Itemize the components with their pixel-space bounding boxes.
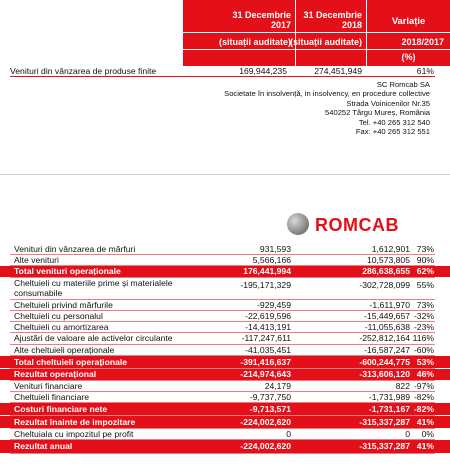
row-value-2017: -14,413,191 bbox=[245, 322, 291, 332]
header-divider-2 bbox=[183, 49, 450, 50]
row-variation: 46% bbox=[416, 369, 434, 379]
row-variation: -23% bbox=[413, 322, 434, 332]
row-variation: 116% bbox=[412, 333, 434, 343]
company-address bbox=[190, 80, 430, 137]
company-street: Strada Voinicenilor Nr.35 bbox=[346, 98, 430, 108]
row-value-2018: -1,731,989 bbox=[368, 392, 410, 402]
row-value-2017: 5,566,166 bbox=[252, 255, 291, 265]
row-value-2018: 10,573,805 bbox=[366, 255, 410, 265]
table-row bbox=[0, 244, 450, 254]
row-value-2018: -315,337,287 bbox=[359, 417, 410, 427]
header-col-2017 bbox=[183, 0, 295, 66]
row-value-2018: -600,244,775 bbox=[359, 357, 410, 367]
row-label: Cheltuiala cu impozitul pe profit bbox=[14, 429, 134, 439]
logo-text: ROMCAB bbox=[315, 215, 399, 235]
row-value-2017: -195,171,329 bbox=[240, 280, 291, 290]
company-fax: Fax: +40 265 312 551 bbox=[355, 127, 430, 137]
table-row bbox=[0, 300, 450, 310]
row-separator bbox=[10, 453, 435, 454]
table-row bbox=[0, 403, 450, 415]
table-row bbox=[0, 333, 450, 344]
row-value-2017: -224,002,620 bbox=[240, 441, 291, 451]
row-value-2017: -41,035,451 bbox=[245, 345, 291, 355]
row-variation: -82% bbox=[413, 392, 434, 402]
row-variation: 53% bbox=[416, 357, 434, 367]
row-label: Cheltuieli cu amortizarea bbox=[14, 322, 109, 332]
row-value-2017: -9,737,750 bbox=[249, 392, 291, 402]
header-variation-title: Variație bbox=[391, 15, 426, 26]
header-col-2017-line1: 31 Decembrie bbox=[232, 10, 291, 20]
row-label: Rezultat operațional bbox=[14, 369, 97, 379]
table-row bbox=[0, 322, 450, 332]
row-value-2018: -1,611,970 bbox=[369, 300, 410, 310]
row-label: Costuri financiare nete bbox=[14, 404, 108, 414]
header-col-2018 bbox=[289, 0, 366, 66]
table-row bbox=[0, 440, 450, 453]
row-value-2017: 0 bbox=[286, 429, 291, 439]
row-variation: 41% bbox=[416, 417, 434, 427]
row-label: Cheltuieli cu materiile prime și materialele consumabile bbox=[14, 278, 173, 298]
row-variation: 0% bbox=[421, 429, 434, 439]
table-row bbox=[0, 429, 450, 439]
row-value-2017: 24,179 bbox=[264, 381, 291, 391]
table-row bbox=[0, 66, 450, 76]
row-label: Cheltuieli privind mărfurile bbox=[14, 300, 113, 310]
row-variation: 73% bbox=[416, 244, 434, 254]
row-value-2017: -9,713,571 bbox=[249, 404, 291, 414]
table-row bbox=[0, 266, 450, 277]
row-value-2018: -1,731,167 bbox=[368, 404, 410, 414]
row-value-2018: 286,638,655 bbox=[362, 266, 410, 276]
table-row bbox=[0, 311, 450, 321]
row-label: Alte cheltuieli operaționale bbox=[14, 345, 115, 355]
row-value-2018: -315,337,287 bbox=[359, 441, 410, 451]
row-label: Ajustări de valoare ale activelor circulante bbox=[14, 333, 173, 343]
company-name: SC Romcab SA bbox=[376, 80, 430, 89]
row-underline bbox=[10, 76, 435, 77]
row-value-2018: 822 bbox=[395, 381, 410, 391]
row-value-2017: -391,416,637 bbox=[240, 357, 291, 367]
row-variation: 62% bbox=[416, 266, 434, 276]
row-label: Venituri din vânzarea de mărfuri bbox=[14, 244, 136, 254]
table-row bbox=[0, 416, 450, 428]
row-value-2017: -22,619,596 bbox=[245, 311, 291, 321]
header-col-2018-line1: 31 Decembrie bbox=[303, 10, 362, 20]
row-label: Rezultat anual bbox=[14, 441, 73, 451]
row-variation: 73% bbox=[416, 300, 434, 310]
table-row bbox=[0, 278, 450, 299]
header-col-2018-line2: 2018 bbox=[341, 20, 362, 30]
row-label: Alte venituri bbox=[14, 255, 59, 265]
row-value-2017: 931,593 bbox=[259, 244, 291, 254]
row-value-2018: -15,449,657 bbox=[364, 311, 410, 321]
row-variation: 61% bbox=[416, 66, 434, 76]
row-variation: 41% bbox=[416, 441, 434, 451]
table-row bbox=[0, 392, 450, 402]
row-value-2017: 176,441,994 bbox=[243, 266, 291, 276]
row-value-2017: -224,002,620 bbox=[240, 417, 291, 427]
row-label: Venituri financiare bbox=[14, 381, 83, 391]
row-label: Cheltuieli financiare bbox=[14, 392, 89, 402]
header-col-2017-line2: 2017 bbox=[270, 20, 291, 30]
table-row bbox=[0, 255, 450, 265]
table-row bbox=[0, 381, 450, 391]
table-header bbox=[0, 0, 450, 66]
table-row bbox=[0, 369, 450, 380]
header-divider bbox=[183, 32, 450, 33]
company-phone: Tel. +40 265 312 540 bbox=[358, 117, 430, 127]
row-value-2018: 1,612,901 bbox=[371, 244, 410, 254]
row-label: Total venituri operaționale bbox=[14, 266, 121, 276]
logo-globe-icon bbox=[287, 213, 309, 235]
header-variation-unit: (%) bbox=[401, 52, 416, 62]
table-row bbox=[0, 345, 450, 355]
row-label: Total cheltuieli operaționale bbox=[14, 357, 128, 367]
header-col-variation bbox=[367, 0, 450, 66]
row-value-2017: 169,944,235 bbox=[239, 66, 287, 76]
row-variation: -82% bbox=[413, 404, 434, 414]
header-col-2018-sub: (situații auditate) bbox=[289, 37, 362, 47]
row-label: Cheltuieli cu personalul bbox=[14, 311, 103, 321]
row-variation: -60% bbox=[413, 345, 434, 355]
row-value-2018: -16,587,247 bbox=[364, 345, 410, 355]
row-value-2017: -929,459 bbox=[257, 300, 291, 310]
row-value-2017: -214,974,643 bbox=[240, 369, 291, 379]
row-variation: 90% bbox=[416, 255, 434, 265]
row-value-2018: -313,606,120 bbox=[359, 369, 410, 379]
header-variation-years: 2018/2017 bbox=[401, 37, 444, 47]
row-value-2017: -117,247,611 bbox=[241, 333, 291, 343]
company-city: 540252 Târgu Mureș, România bbox=[325, 108, 430, 118]
header-col-2017-sub: (situații auditate) bbox=[218, 37, 291, 47]
table-row bbox=[0, 356, 450, 368]
row-variation: 55% bbox=[416, 280, 434, 290]
page-divider bbox=[0, 174, 450, 175]
row-value-2018: -252,812,164 bbox=[359, 333, 410, 343]
row-label: Venituri din vânzarea de produse finite bbox=[10, 66, 157, 76]
row-value-2018: 0 bbox=[405, 429, 410, 439]
company-status: Societate în insolvență, in insolvency, en procedure collective bbox=[224, 89, 430, 99]
row-value-2018: -11,055,638 bbox=[364, 322, 410, 332]
row-value-2018: -302,728,099 bbox=[359, 280, 410, 290]
row-variation: -97% bbox=[413, 381, 434, 391]
row-value-2018: 274,451,949 bbox=[314, 66, 362, 76]
row-label: Rezultat înainte de impozitare bbox=[14, 417, 136, 427]
row-variation: -32% bbox=[413, 311, 434, 321]
